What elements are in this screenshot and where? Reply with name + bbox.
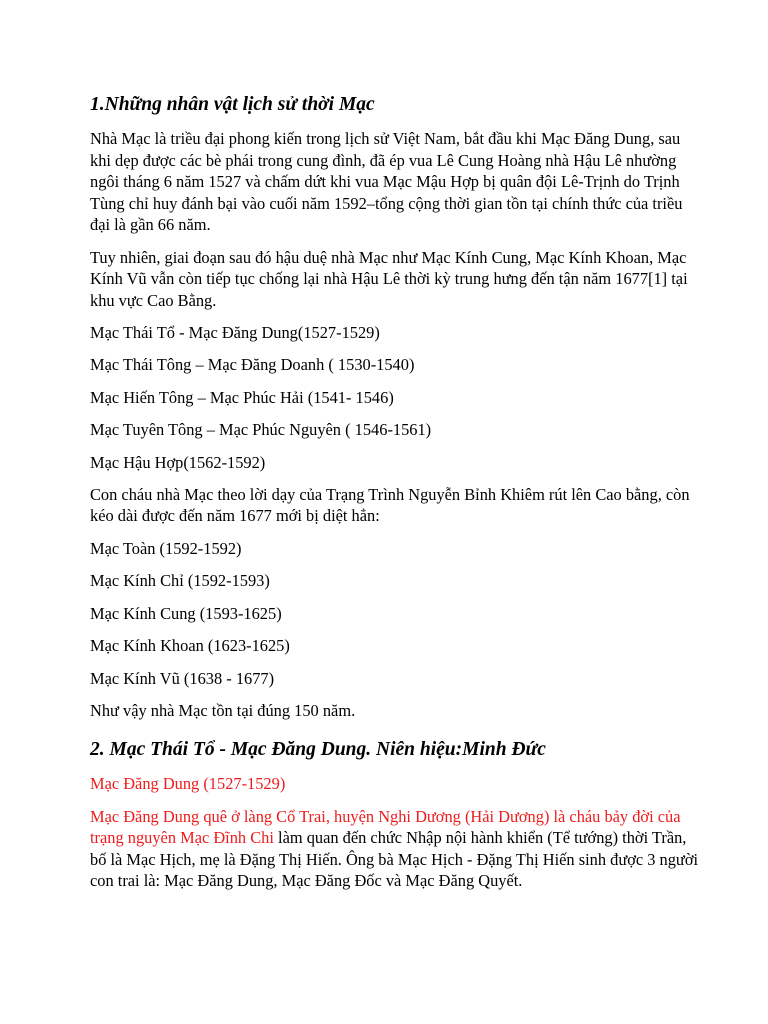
descendant-item: Mạc Kính Chỉ (1592-1593) xyxy=(90,571,270,591)
intro-paragraph-1: Nhà Mạc là triều đại phong kiến trong lịch sử Việt Nam, bắt đầu khi Mạc Đăng Dung, sau khi dẹp được các bè phái trong cung đình, đã ép vua Lê Cung Hoàng nhà Hậu Lê nhường ngôi tháng 6 năm 1527 và chấm dứt khi vua Mạc Mậu Hợp bị quân đội Lê-Trịnh do Trịnh Tùng chỉ huy đánh bại vào cuối năm 1592–tổng cộng thời gian tồn tại chính thức của triều đại là gần 66 năm. xyxy=(90,129,683,234)
descendants-intro: Con cháu nhà Mạc theo lời dạy của Trạng Trình Nguyễn Bỉnh Khiêm rút lên Cao bằng, còn kéo dài được đến năm 1677 mới bị diệt hẳn: xyxy=(90,484,690,526)
section2-heading: 2. Mạc Thái Tổ - Mạc Đăng Dung. Niên hiệu:Minh Đức xyxy=(90,739,546,761)
descendant-item: Mạc Kính Khoan (1623-1625) xyxy=(90,636,290,656)
bio-text: làm quan đến chức Nhập nội hành khiển (Tể tướng) thời Trần, bố là Mạc Hịch, mẹ là Đặng Thị Hiến. Ông bà Mạc Hịch - Đặng Thị Hiến sinh được 3 người con trai là: Mạc Đăng Dung, Mạc Đăng Đốc và Mạc Đăng Quyết. xyxy=(90,828,699,891)
king-item: Mạc Tuyên Tông – Mạc Phúc Nguyên ( 1546-1561) xyxy=(90,420,432,440)
section2-subtitle: Mạc Đăng Dung (1527-1529) xyxy=(90,774,286,794)
descendant-item: Mạc Toàn (1592-1592) xyxy=(90,538,242,558)
descendant-item: Mạc Kính Cung (1593-1625) xyxy=(90,603,282,623)
intro-paragraph-2: Tuy nhiên, giai đoạn sau đó hậu duệ nhà Mạc như Mạc Kính Cung, Mạc Kính Khoan, Mạc Kính Vũ vẫn còn tiếp tục chống lại nhà Hậu Lê thời kỳ trung hưng đến tận năm 1677[1] tại khu vực Cao Bằng. xyxy=(90,247,688,310)
bio-highlight-text: Mạc Đăng Dung quê ở làng Cổ Trai, huyện Nghi Dương (Hải Dương) là cháu bảy đời của trạng nguyên Mạc Đĩnh Chi xyxy=(90,806,681,848)
descendant-item: Mạc Kính Vũ (1638 - 1677) xyxy=(90,668,275,688)
section1-heading: 1.Những nhân vật lịch sử thời Mạc xyxy=(90,94,375,115)
king-item: Mạc Thái Tổ - Mạc Đăng Dung(1527-1529) xyxy=(90,323,380,342)
bio-paragraph xyxy=(90,806,700,892)
king-item: Mạc Thái Tông – Mạc Đăng Doanh ( 1530-1540) xyxy=(90,355,415,375)
conclusion-paragraph: Như vậy nhà Mạc tồn tại đúng 150 năm. xyxy=(90,700,356,720)
king-item: Mạc Hiến Tông – Mạc Phúc Hải (1541- 1546) xyxy=(90,387,394,407)
king-item: Mạc Hậu Hợp(1562-1592) xyxy=(90,452,266,472)
document-body xyxy=(90,93,700,903)
